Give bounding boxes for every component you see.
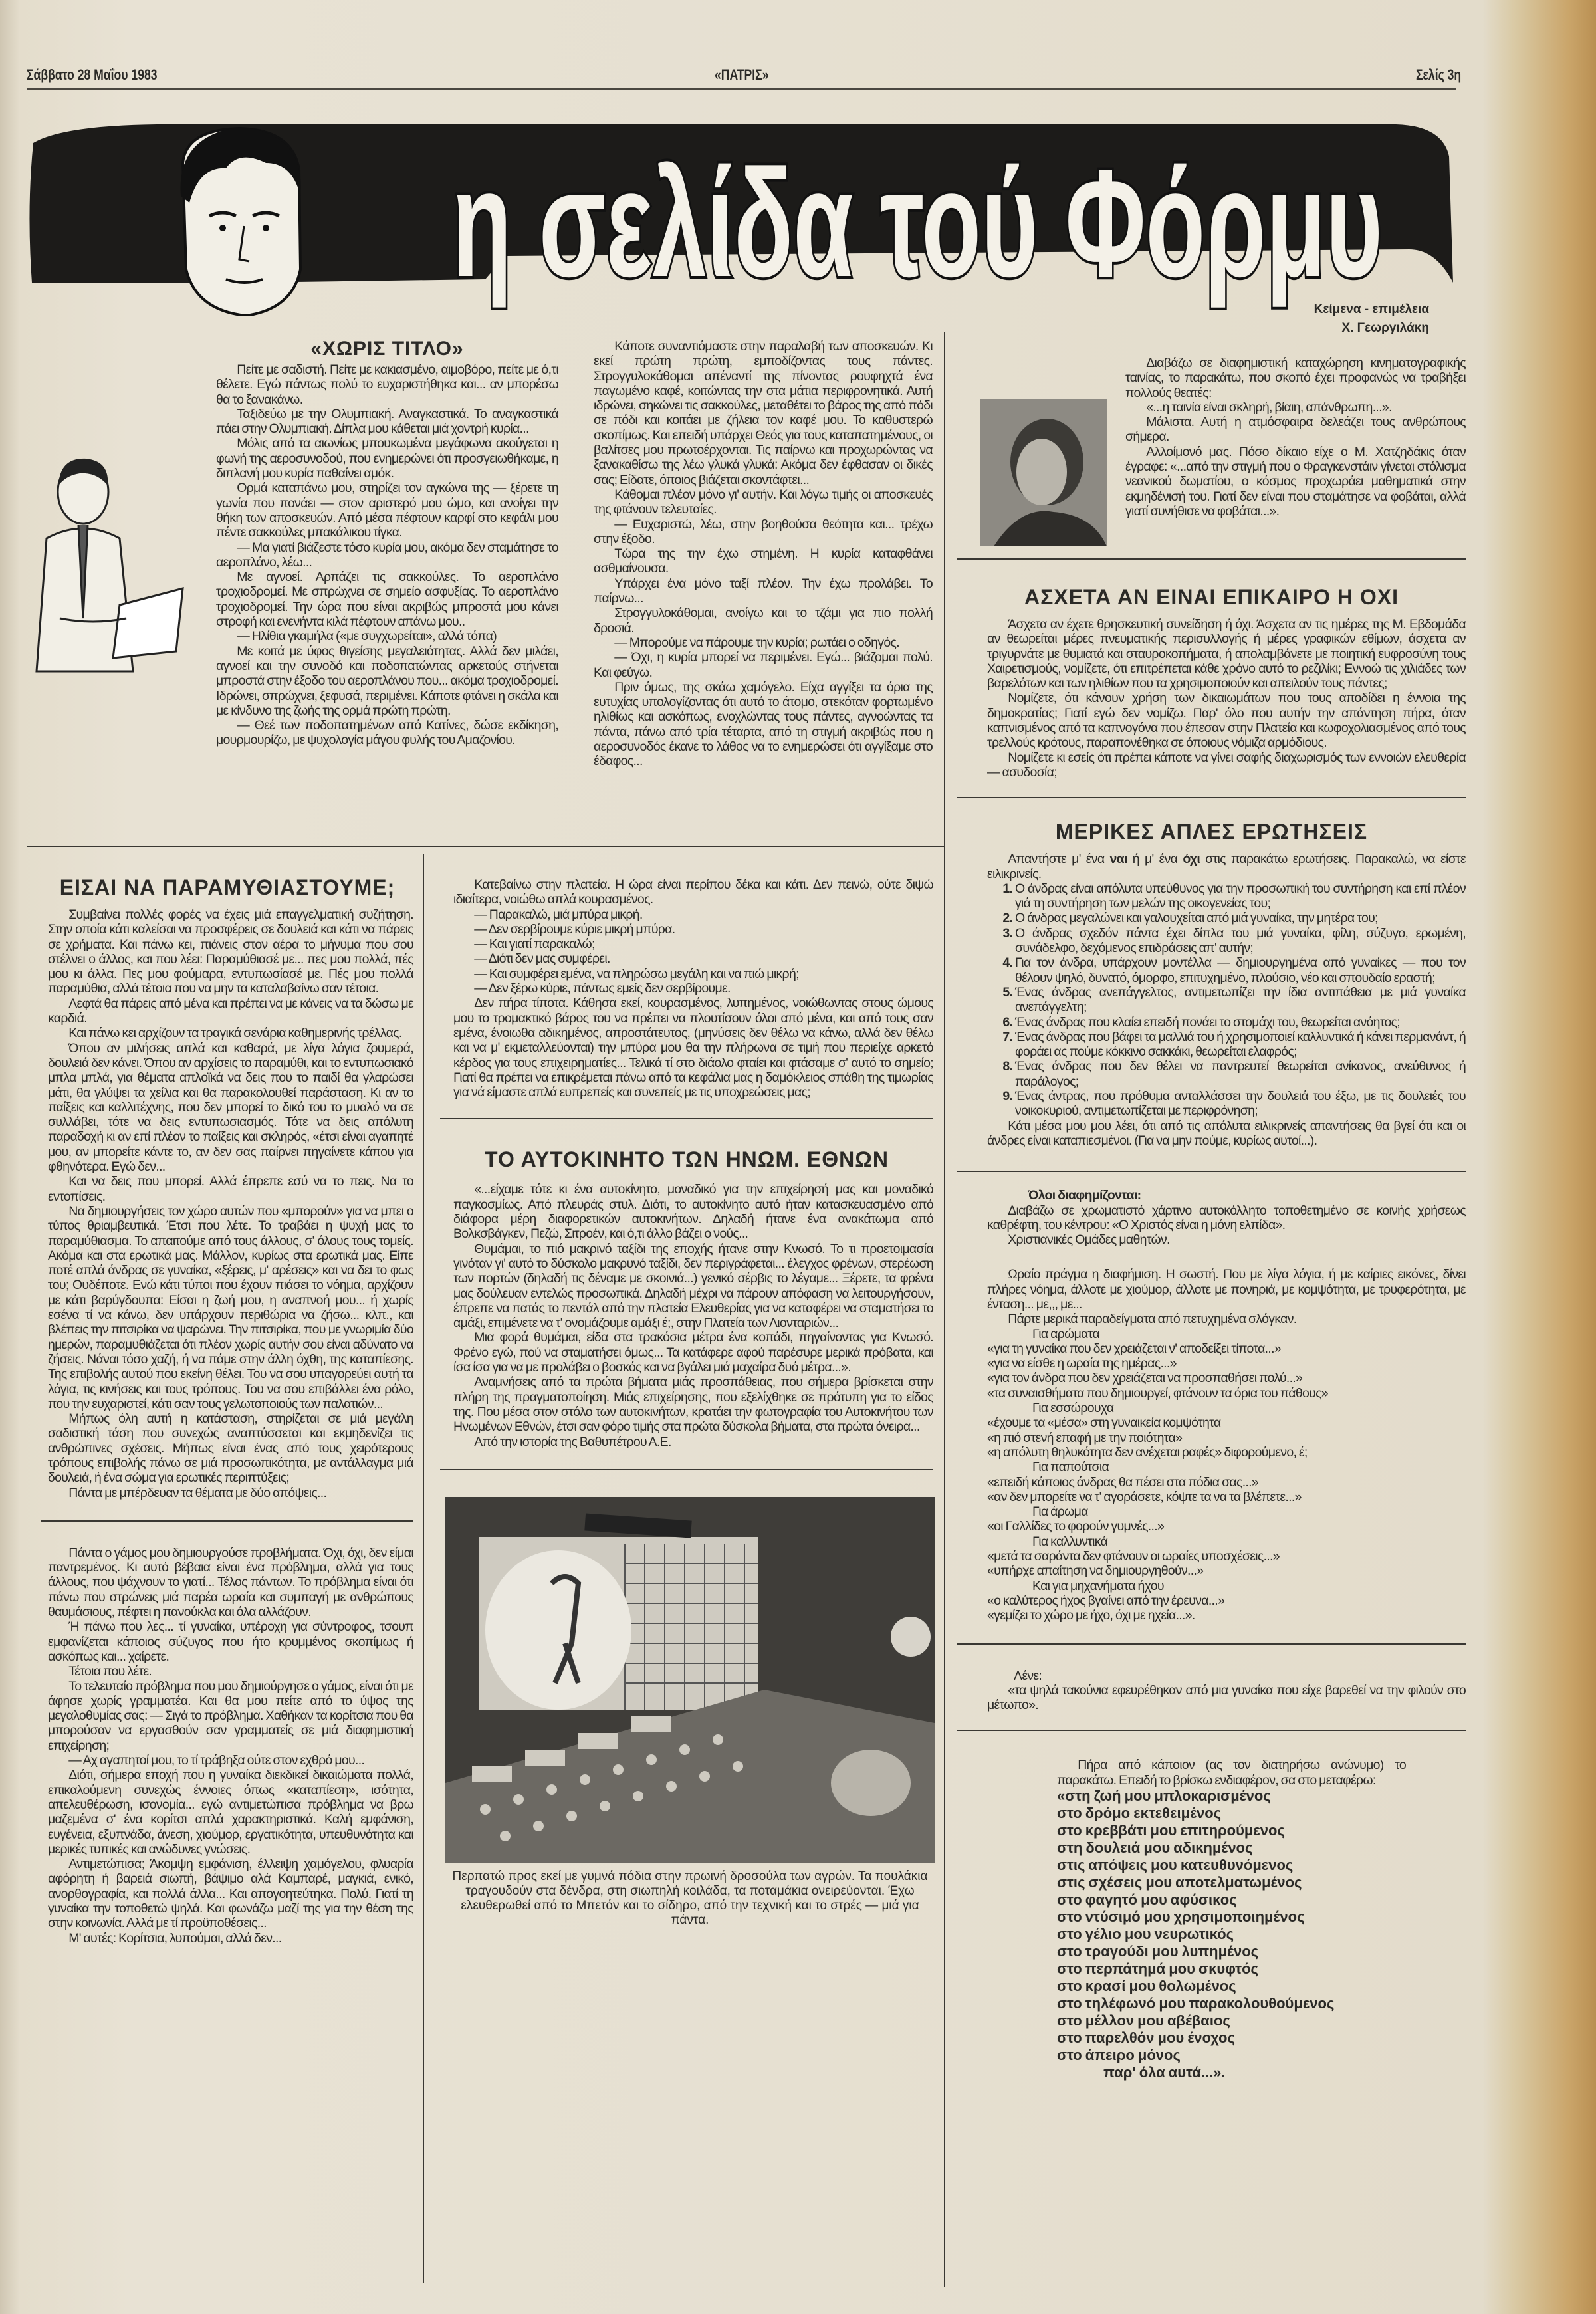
slogan-line: «η πιό στενή επαφή με την ποιότητα»: [987, 1430, 1183, 1445]
photo-caption: Περπατώ προς εκεί με γυμνά πόδια στην πρωινή δροσούλα των αγρών. Τα πουλάκια τραγουδούν στα δένδρα, στη σιωπηλή κοιλάδα, τα ποταμάκια ονειρεύονται. Έχω ελευθερωθεί από το Μπετόν και το σίδηρο, από την τεχνική και το στρές — μιά για πάντα.: [452, 1869, 928, 1927]
paragraph: Και πάνω κει αρχίζουν τα τραγικά σενάρια καθημερινής τρέλλας.: [68, 1026, 402, 1041]
intro-yes: ναι: [1109, 852, 1127, 867]
section-divider: [957, 1171, 1466, 1172]
poem-line: στη δουλειά μου αδικημένος: [1057, 1839, 1253, 1856]
paragraph: «...είχαμε τότε κι ένα αυτοκίνητο, μοναδικό για την επιχείρησή μας και μοναδικό παγκοσμίως. Από πλευράς στυλ. Διότι, το αυτοκίνητο αυτό ήταν κατασκευασμένο από διάφορα μέρη διαφορετικών αυτοκινήτων. Δηλαδή ήτανε ένα ανακάτωμα από Βολκσβάγκεν, Πεζώ, Σιτροέν, και ό,τι άλλο βάζει ο νούς...: [453, 1182, 933, 1242]
paragraph: — Όχι, η κυρία μπορεί να περιμένει. Εγώ... βιάζομαι πολύ. Και φεύγω.: [594, 650, 933, 680]
poem-line: στο μέλλον μου αβέβαιος: [1057, 2012, 1230, 2029]
poem-line: στο άπειρο μόνος: [1057, 2047, 1181, 2063]
paragraph: Μια φορά θυμάμαι, είδα στα τρακόσια μέτρα ένα κοπάδι, πηγαίνοντας για Κνωσό. Φρένο εγώ, πού να σταματήσει όμως... Τα κατάφερε αφού παρέσυρε μερικά πρόβατα, και ίσα ίσα για να με προλάβει ο βοσκός και να βγάλει μιά μαχαίρα δυό μέτρα...».: [453, 1330, 933, 1375]
paragraph: Ή πάνω που λες... τί γυναίκα, υπέροχη για σύντροφος, τσουπ εμφανίζεται κάποιος σύζυγος που ήτο κρυμμένος σκοπίμως ή ασκόπως και... χαίρετε.: [48, 1619, 413, 1664]
section-divider: [440, 1469, 933, 1470]
article-ads: [987, 1188, 1466, 1623]
paragraph: Αλλοίμονό μας. Πόσο δίκαιο είχε ο Μ. Χατζηδάκις όταν έγραφε: «...από την στιγμή που ο Φραγκενστάιν γίνεται στόλισμα νεανικού δωματίου, ο κόσμος προχωράει μαθηματικά στην εκμηδένισή του. Γιατί δεν είναι που σταμάτησε να φοβάται, αλλά γιατί συνήθισε να φοβάται...».: [1125, 444, 1466, 519]
portrait-photo: [980, 399, 1107, 546]
article-irrelevant-body: [987, 617, 1466, 780]
paragraph: Κάποτε συναντιόμαστε στην παραλαβή των αποσκευών. Κι εκεί πρώτη πρώτη, εμποδίζοντας τους πάντες. Στρογγυλοκάθομαι απέναντί της πίνοντας ρουφηχτά ένα παγωμένο καφέ, κοιτώντας την στα μάτια περιφρονητικά. Αυτή ιδρώνει, σηκώνει τις σακκούλες, μεταθέτει το βάρος της από πόδι σε πόδι και κοιτάει με ζήλεια τον καφέ μου. Το καθυστερώ σκοπίμως. Και επειδή υπάρχει Θεός για τους καταπατημένους, οι βαλίτσες μου πρωτοέρχονται. Τις παίρνω και προχωρώντας να ξανακαθίσω της λέω γλυκά γλυκά: Ακόμα δεν έφθασαν οι δικές σας; Είδατε, όποιος βιάζεται σκοντάφτει...: [594, 339, 933, 487]
paragraph: Τέτοια που λέτε.: [68, 1664, 152, 1679]
studio-photo: [445, 1497, 935, 1863]
paragraph: — Μα γιατί βιάζεστε τόσο κυρία μου, ακόμα δεν σταμάτησε το αεροπλάνο, λέω...: [216, 540, 558, 570]
they-say-label: Λένε:: [1014, 1668, 1042, 1683]
paragraph: Τώρα της την έχω στημένη. Η κυρία καταφθάνει ασθμαίνουσα.: [594, 546, 933, 576]
question-item: 1. Ο άνδρας είναι απόλυτα υπεύθυνος για την προσωπική του συντήρηση και επί πλέον γιά τη συντήρηση των μελών της οικογενείας του;: [1015, 881, 1466, 911]
ads-paragraph: Ωραίο πράγμα η διαφήμιση. Η σωστή. Που με λίγα λόγια, ή με καίριες εικόνες, δίνει πλήρες νόημα, άλλοτε με χιούμορ, άλλοτε με πονηριά, με κομψότητα, με τρυφερότητα, με ένταση... με,,, με...: [987, 1267, 1466, 1312]
slogan-line: «επειδή κάποιος άνδρας θα πέσει στα πόδια σας...»: [987, 1474, 1258, 1490]
paragraph: Ταξιδεύω με την Ολυμπιακή. Αναγκαστικά. Το αναγκαστικά πάει στην Ολυμπιακή. Δίπλα μου κάθεται μιά χοντρή κυρία...: [216, 406, 558, 437]
poem-line: στο δρόμο εκτεθειμένος: [1057, 1805, 1222, 1821]
paragraph: Νομίζετε κι εσείς ότι πρέπει κάποτε να γίνει σαφής διαχωρισμός των εννοιών ελευθερία — ασυδοσία;: [987, 750, 1466, 780]
article-questions-headline: ΜΕΡΙΚΕΣ ΑΠΛΕΣ ΕΡΩΤΗΣΕΙΣ: [1055, 820, 1368, 844]
section-divider: [440, 1118, 933, 1119]
paragraph: — Αχ αγαπητοί μου, το τί τράβηξα ούτε στον εχθρό μου...: [68, 1753, 365, 1768]
paragraph: Αναμνήσεις από τα πρώτα βήματα μιάς προσπάθειας, που σήμερα βρίσκεται στην πλήρη της πραγματοποίηση. Μιάς επιχείρησης, που εξελίχθηκε σε πρότυπη για το είδος της. Που μέσα στον στόλο των αυτοκινήτων, κρατάει την φωτογραφία του Αυτοκινήτου των Ηνωμένων Εθνών, έτσι σαν φόρο τιμής στα πρώτα δύσκολα βήματα, στα πρώτα όνειρα...: [453, 1375, 933, 1435]
article-questions-body: [987, 852, 1466, 1148]
paragraph: Συμβαίνει πολλές φορές να έχεις μιά επαγγελματική συζήτηση. Στην οποία κάτι καλείσαι να προσφέρεις σε δουλειά και κάτι να πάρεις σε χρήματα. Και πάνω κει, πιάνεις στον αέρα το μήνυμα που σου στέλνει ο άλλος, και που λέει: Παραμύθιασέ με... πες μου πολλά, πές μου κι άλλα. Πες μου φούμαρα, εντυπωσίασέ με. Πές μου πολλά παραμύθια, αλλά τέτοια που να μην τα καταλαβαίνω σαν τέτοια.: [48, 907, 413, 996]
article-poem: [1057, 1758, 1406, 2081]
section-divider: [41, 1520, 413, 1522]
paragraph: Αντιμετώπισα; Άκομψη εμφάνιση, έλλειψη χαμόγελου, φλυαρία αφόρητη ή βαρειά σιωπή, βάψιμο αλά Καμπαρέ, μαγκιά, ενικό, ανορθογραφία, και πολλά άλλα... Και απογοητεύτηκα. Πολύ. Γιατί τη γυναίκα την τοποθετώ ψηλά. Και φωνάζω μαζί της για την θέση της στην κοινωνία. Αλλά με τί προϋποθέσεις...: [48, 1857, 413, 1931]
slogan-line: «η απόλυτη θηλυκότητα δεν ανέχεται ραφές» διφορούμενο, έ;: [987, 1445, 1308, 1460]
article-no-title-headline: «ΧΩΡΙΣ ΤΙΤΛΟ»: [310, 338, 464, 360]
poem-line: στο φαγητό μου αφύσικος: [1057, 1891, 1237, 1908]
slogan-line: «για τον άνδρα που δεν χρειάζεται να προσπαθήσει πολύ...»: [987, 1371, 1303, 1386]
slogan-line: «αν δεν μπορείτε να τ' αγοράσετε, κόψτε τα να τα βλέπετε...»: [987, 1489, 1302, 1504]
question-item: 6. Ένας άνδρας που κλαίει επειδή πονάει το στομάχι του, θεωρείται ανόητος;: [1015, 1015, 1466, 1030]
questions-intro: [987, 852, 1466, 881]
mixing-console-image: [445, 1497, 935, 1863]
ads-heading: Όλοι διαφημίζονται:: [1028, 1188, 1141, 1203]
section-divider: [957, 1643, 1466, 1645]
question-item: 4. Για τον άνδρα, υπάρχουν μοντέλλα — δημιουργημένα από γυναίκες — που τον θέλουν ψηλό, δυνατό, όμορφο, επιτυχημένο, πλούσιο, νέο και σπουδαίο εραστή;: [1015, 955, 1466, 985]
slogan-line: «μετά τα σαράντα δεν φτάνουν οι ωραίες υποσχέσεις...»: [987, 1549, 1280, 1564]
poem-line: στο παρελθόν μου ένοχος: [1057, 2029, 1235, 2046]
paragraph: Να δημιουργήσεις τον χώρο αυτών που «μπορούν» για να μπει ο τύπος θριαμβευτικά. Έτσι που λέτε. Το τραβάει η ψυχή μας το παραμύθιασμα. Το απαιτούμε από τους άλλους, σ' όλους τους τομείς. Ακόμα και στα ερωτικά μας. Μάλλον, κυρίως στα ερωτικά μας. Είπε ποτέ απλά άνδρας σε γυναίκα, «ξέρεις, μ' αρέσεις» και να δει το φως του; Ουδέποτε. Ενώ κάτι τύποι που έχουν πιάσει το νόημα, αρχίζουν με κάτι βαρύγδουπα: Είσαι η ζωή μου, η αναπνοή μου... ή χωρίς εσένα τί να κάνω, δεν υπάρχουν περιθώρια να ζήσω... κλπ., και βλέπεις την πιτσιρίκα να ψαρώνει. Την πιτσιρίκα, που με γνωριμία δύο ημερών, παραμυθιάζεται ότι πλέον χωρίς αυτήν σου είναι αδύνατο να ζήσεις. Νάναι τόσο χαζή, ή να πάμε στην άλλη όχθη, της καταπίεσης. Της επιβολής αυτού που εκείνη θέλει. Του να σου υπαγορεύει αυτή τα λόγια, τις κινήσεις και τους τρόπους. Του να σου επιβάλλει ένα ρόλο, που την ευχαριστεί, κάτι σαν τους γελωτοποιούς των παλατιών...: [48, 1203, 413, 1411]
section-divider: [957, 558, 1466, 560]
question-item: 3. Ο άνδρας σχεδόν πάντα έχει δίπλα του μιά γυναίκα, φίλη, σύζυγο, ερωμένη, συνάδελφο, δεχόμενος επιδράσεις απ' αυτήν;: [1015, 926, 1466, 956]
paragraph: Άσχετα αν έχετε θρησκευτική συνείδηση ή όχι. Άσχετα αν τις ημέρες της Μ. Εβδομάδα αν θεωρείται μέρες πνευματικής περισυλλογής ή μέρες γραφικών εθίμων, άσχετα αν τριγυρνάτε με θυμιατά και σταυροκοπήματα, ή απολαμβάνετε με ποιητική ευφροσύνη τους Χαιρετισμούς, νομίζετε, ότι επιτρέπεται κάθε χρόνο αυτό το ρεζιλίκι; Εννοώ τις χιλιάδες των βαρελότων και των ηλιθίων που τα χρησιμοποιούν και απειλούν τους πάντες;: [987, 617, 1466, 691]
article-irrelevant-headline: ΑΣΧΕΤΑ ΑΝ ΕΙΝΑΙ ΕΠΙΚΑΙΡΟ Η ΟΧΙ: [1024, 585, 1399, 609]
poem-line: στο κρεββάτι μου επιτηρούμενος: [1057, 1822, 1285, 1839]
paragraph: Θυμάμαι, το πιό μακρινό ταξίδι της εποχής ήτανε στην Κνωσό. Το τι προετοιμασία γινόταν γι' αυτό το δύσκολο μακρυνό ταξίδι, δεν περιγράφεται... έλεγχος φρένων, στερέωση των πορτών (δηλαδή τις δέναμε με σκοινιά...) γενικό σέρβις το λέγαμε... Ξέρετε, τα φρένα μας δούλευαν εντελώς προσωπικά. Δηλαδή μέχρι να πάρουν απόφαση να λειτουργήσουν, έπρεπε να πατάς το πεντάλ από την πλατεία Ελευθερίας για να καταφέρει να σταματήσει το αμάξι, επιμένετε να τ' ονομάζουμε αμάξι έ;, στην Πλατεία των Λιονταριών...: [453, 1241, 933, 1331]
paragraph: — Ευχαριστώ, λέω, στην βοηθούσα θεότητα και... τρέχω στην έξοδο.: [594, 517, 933, 546]
right-section: [957, 356, 1466, 2081]
section-divider: [957, 797, 1466, 798]
article-film: [1125, 356, 1466, 519]
ads-paragraph: Πάρτε μερικά παραδείγματα από πετυχημένα σλόγκαν.: [1008, 1312, 1297, 1327]
paragraph: Κατεβαίνω στην πλατεία. Η ώρα είναι περίπου δέκα και κάτι. Δεν πεινώ, ούτε διψώ ιδιαίτερα, νοιώθω απλά κουρασμένος.: [453, 877, 933, 907]
poem-line: στο κρασί μου θολωμένος: [1057, 1978, 1236, 1994]
paragraph: Μόλις από τα αιωνίως μπουκωμένα μεγάφωνα ακούγεται η φωνή της αεροσυνοδού, που ενημερώνει ότι προσγειωθήκαμε, η διπλανή μου κυρία παθαίνει αμόκ.: [216, 436, 558, 481]
byline: [1303, 300, 1429, 338]
question-item: 2. Ο άνδρας μεγαλώνει και γαλουχείται από μιά γυναίκα, την μητέρα του;: [1015, 911, 1466, 925]
question-item: 5. Ένας άνδρας ανεπάγγελτος, αντιμετωπίζει την ίδια αντιπάθεια με μιά γυναίκα ανεπάγγελτη;: [1015, 985, 1466, 1015]
slogan-category: Για εσσώρουχα: [1032, 1401, 1114, 1416]
question-item: 7. Ένας άνδρας που βάφει τα μαλλιά του ή χρησιμοποιεί καλλυντικά ή κάνει περμανάντ, ή φοράει ας πούμε κόκκινο σακκάκι, θεωρείται ελαφρός;: [1015, 1030, 1466, 1060]
article-fairytale-body: [48, 907, 413, 1500]
poem-line: στις απόψεις μου κατευθυνόμενος: [1057, 1857, 1294, 1873]
slogan-line: «για τη γυναίκα που δεν χρειάζεται ν' αποδείξει τίποτα...»: [987, 1341, 1281, 1356]
left-lower-section: [41, 874, 413, 1946]
poem-line: «στη ζωή μου μπλοκαρισμένος: [1057, 1788, 1271, 1804]
slogan-category: Για παπούτσια: [1032, 1460, 1109, 1475]
page-banner: [27, 116, 1462, 316]
paragraph: Νομίζετε, ότι κάνουν χρήση των δικαιωμάτων που τους αποδίδει η έννοια της δημοκρατίας; Γιατί εγώ δεν νομίζω. Παρ' όλο που αυτήν την απάντηση πήρα, όταν καπνισμένος από τα καπνογόνα που έπεσαν στην Πλατεία και κωφοχολιασμένος από τους τρελλούς κρότους, παραπονέθηκα σε όποιους νόμιζα αρμόδιους.: [987, 691, 1466, 751]
questions-outro: Κάτι μέσα μου μου λέει, ότι από τις απόλυτα ειλικρινείς απαντήσεις θα βγεί ότι και οι άνδρες είναι καταπιεσμένοι. (Για να μην πούμε, κυρίως αυτοί...).: [987, 1118, 1466, 1148]
issue-date: Σάββατο 28 Μαΐου 1983: [27, 66, 158, 83]
they-say-quote: «τα ψηλά τακούνια εφευρέθηκαν από μια γυναίκα που είχε βαρεθεί να την φιλούν στο μέτωπο».: [987, 1682, 1466, 1713]
banner-title: η σελίδα τού Φόρμυ: [452, 138, 1383, 308]
paragraph: Δεν πήρα τίποτα. Κάθησα εκεί, κουρασμένος, λυπημένος, νοιώθωντας στους ώμους μου το τρομακτικό βάρος του να πρέπει να πλουτίσουν όλοι από μένα, και από τους σαν εμένα, ένοιωθα αδικημένος, απροστάτευτος, (μηνύσεις δεν θέλω να κάνω, αλλά δεν θέλω και να μ' εκμεταλλεύονται) την μπύρα μου θα την πλήρωνα σε τιμή που περιείχε αρκετό κέρδος για τους επιχειρηματίες... Τελικά τί στο διάολο φταίει και φτάσαμε σ' αυτό το σημείο; Γιατί θα πρέπει να επικρέμεται πάνω από τα κεφάλια μας η δαμόκλειος σπάθη της τιμωρίας για νά είμαστε απλά ευπρεπείς και συνεπείς με τις υποχρεώσεις μας;: [453, 996, 933, 1100]
writer-illustration-icon: [20, 452, 193, 718]
paragraph: Κάθομαι πλέον μόνο γι' αυτήν. Και λόγω τιμής οι αποσκευές της φτάνουν τελευταίες.: [594, 487, 933, 517]
slogan-category: Για άρωμα: [1032, 1504, 1088, 1520]
slogan-category: Για καλλυντικά: [1032, 1534, 1108, 1549]
poem-line: στο τηλέφωνό μου παρακολουθούμενος: [1057, 1995, 1335, 2012]
poem-closing: παρ' όλα αυτά...».: [1103, 2064, 1226, 2081]
question-item: 8. Ένας άνδρας που δεν θέλει να παντρευτεί θεωρείται ανίκανος, ανεύθυνος ή παράλογος;: [1015, 1059, 1466, 1089]
slogan-line: «για να είσθε η ωραία της ημέρας...»: [987, 1356, 1177, 1371]
poem-lines: [1057, 1788, 1406, 2064]
paragraph: Διαβάζω σε διαφημιστική καταχώρηση κινηματογραφικής ταινίας, το παρακάτω, που σκοπό έχει προφανώς να τραβήξει πολλούς θεατές:: [1125, 356, 1466, 400]
questions-list: [987, 881, 1466, 1119]
article-beer: [453, 877, 933, 1099]
masthead-rule: [27, 88, 1456, 90]
paragraph: — Και γιατί παρακαλώ;: [474, 937, 595, 952]
paragraph: Υπάρχει ένα μόνο ταξί πλέον. Την έχω προλάβει. Το παίρνω...: [594, 576, 933, 606]
paragraph: Πάντα ο γάμος μου δημιουργούσε προβλήματα. Όχι, όχι, δεν είμαι παντρεμένος. Κι αυτό βέβαια είναι ένα πρόβλημα, αλλά για τους άλλους, που ψάχνουν το γιατί... Τέλος πάντων. Το πρόβλημα είναι ότι πάνω που στρώνεις μιά παρέα ωραία και συμπαγή με ανθρώπους θαυμάσιους, πέφτει η πανούκλα και όλα αλλάζουν.: [48, 1545, 413, 1620]
paragraph: — Μπορούμε να πάρουμε την κυρία; ρωτάει ο οδηγός.: [614, 635, 899, 650]
article-marriage: [48, 1546, 413, 1946]
poem-line: στο τραγούδι μου λυπημένος: [1057, 1943, 1259, 1960]
paragraph: Και να δεις που μπορεί. Αλλά έπρεπε εσύ να το πεις. Να το εντοπίσεις.: [48, 1174, 413, 1204]
paragraph: Με κοιτά με ύφος θιγείσης μεγαλειότητας. Αλλά δεν μιλάει, αγνοεί και την συνοδό και ποδοπατώντας αρκετούς στήνεται μπροστά στην έξοδο του αεροπλάνου που... ακόμα τροχιοδρομεί. Ιδρώνει, σπρώχνει, ξεφυσά, περιμένει. Κάποτε φτάνει η σκάλα και με κίνδυνο της ζωής της ορμά πρώτη πρώτη.: [216, 643, 558, 718]
article-un-car-body: [453, 1182, 933, 1448]
column-divider: [423, 854, 424, 2283]
paragraph: Το τελευταίο πρόβλημα που μου δημιούργησε ο γάμος, είναι ότι με άφησε χωρίς γραμματέα. Και θα μου πείτε από το ύψος της μεγαλοθυμίας σας: — Σιγά το πρόβλημα. Χαθήκαν τα κορίτσια που θα μπορούσαν να εργασθούν σαν γραμματείς σε μιά διαφημιστική επιχείρηση;: [48, 1678, 413, 1753]
intro-no: όχι: [1183, 852, 1200, 867]
slogan-line: «οι Γαλλίδες το φορούν γυμνές...»: [987, 1519, 1165, 1534]
article-no-title-region: [216, 336, 558, 748]
intro-text: Απαντήστε μ' ένα: [1008, 852, 1110, 867]
byline-role: Κείμενα - επιμέλεια: [1313, 302, 1429, 316]
intro-text: στις παρακάτω ερωτήσεις. Παρακαλώ, να είστε ειλικρινείς.: [987, 852, 1466, 881]
paragraph: Μήπως όλη αυτή η κατάσταση, στηρίζεται σε μιά μεγάλη σαδιστική τάση που συνεχώς αναπτύσσεται και εκμηδενίζει τις ανθρώπινες σχέσεις. Μήπως είναι ένας από τους χειρότερους τρόπους επιβολής πάνω σε μιά προσωπικότητα, με αντάλλαγμα μιά δουλειά, ή ένα σώμα για ερωτικές περιπτύξεις;: [48, 1411, 413, 1486]
paragraph: Λεφτά θα πάρεις από μένα και πρέπει να με κάνεις να τα δώσω με καρδιά.: [48, 996, 413, 1026]
slogan-line: «γεμίζει το χώρο με ήχο, όχι με ηχεία...».: [987, 1608, 1195, 1623]
article-no-title-col2: [594, 339, 933, 769]
paragraph: — Ηλίθια γκαμήλα («με συγχωρείται», αλλά τόπα): [237, 629, 497, 644]
face-illustration-icon: [181, 127, 301, 316]
paragraph: Πάντα με μπέρδευαν τα θέματα με δύο απόψεις...: [68, 1485, 327, 1500]
paragraph: Ορμά καταπάνω μου, στηρίζει τον αγκώνα της — ξέρετε τη γωνία που πονάει — στον αριστερό μου ώμο, και ανοίγει την θήκη των αποσκευών. Από μέσα πέφτουν καρφί στο κεφάλι μου πέντε σακκούλες μπακάλικου τίγκα.: [216, 481, 558, 540]
paragraph: Πριν όμως, της σκάω χαμόγελο. Είχα αγγίξει τα όρια της ευτυχίας υπολογίζοντας ότι αυτό το άτομο, στεκόταν φορτωμένο ηλιθίως και ασκόπως, ενοχλώντας τους πάντες, αγνοώντας τα πάντα, πάνω από τρία τέταρτα, από τη στιγμή ακριβώς που η αεροσυνοδός έκανε το λάθος να το ενημερώσει ότι αγγίξαμε στο έδαφος...: [594, 679, 933, 769]
question-item: 9. Ένας άντρας, που πρόθυμα ανταλλάσσει την δουλειά του έξω, με τις δουλειές του νοικοκυριού, αντιμετωπίζεται με περιφρόνηση;: [1015, 1089, 1466, 1119]
paragraph: Στρογγυλοκάθομαι, ανοίγω και το τζάμι για πιο πολλή δροσιά.: [594, 606, 933, 636]
newspaper-name: «ΠΑΤΡΙΣ»: [715, 66, 769, 83]
paragraph: — Δεν σερβίρουμε κύριε μικρή μπύρα.: [474, 921, 675, 937]
article-they-say: [987, 1669, 1466, 1713]
paragraph: Μάλιστα. Αυτή η ατμόσφαιρα δελεάζει τους ανθρώπους σήμερα.: [1125, 415, 1466, 445]
poem-line: στις σχέσεις μου αποτελματωμένος: [1057, 1874, 1302, 1891]
page-number: Σελίς 3η: [1416, 66, 1462, 83]
paragraph: — Θεέ των ποδοπατημένων από Κατίνες, δώσε εκδίκηση, μουρμουρίζω, με ψυχολογία μάγου φυλής του Αμαζονίου.: [216, 718, 558, 748]
poem-line: στο γέλιο μου νευρωτικός: [1057, 1926, 1234, 1942]
slogan-category: Και για μηχανήματα ήχου: [1032, 1578, 1164, 1593]
paragraph: Από την ιστορία της Βαθυπέτρου Α.Ε.: [474, 1434, 671, 1449]
slogan-list: [987, 1327, 1466, 1623]
slogan-line: «έχουμε τα «μέσα» στη γυναικεία κομψότητα: [987, 1415, 1221, 1431]
slogan-line: «υπήρχε απαίτηση να δημιουργηθούν...»: [987, 1563, 1204, 1579]
poem-line: στο περπάτημά μου σκυφτός: [1057, 1960, 1258, 1977]
slogan-line: «τα συναισθήματα που δημιουργεί, φτάνουν τα όρια του πάθους»: [987, 1385, 1328, 1401]
ads-paragraph: Διαβάζω σε χρωματιστό χάρτινο αυτοκόλλητο τοποθετημένο σε κοινής χρήσεως καθρέφτη, του κέντρου: «Ο Χριστός είναι η μόνη ελπίδα».: [987, 1203, 1466, 1232]
article-no-title-col1: [216, 362, 558, 748]
paragraph: Διότι, σήμερα εποχή που η γυναίκα διεκδικεί δικαιώματα πολλά, επικαλούμενη συνεχώς έννοιες όπως «καταπίεση», ισότητα, απελευθέρωση, ισονομία... εγώ αντιμετώπισα πρόβλημα να βρω μαζεμένα σ' ένα κορίτσι απλά χαρακτηριστικά. Καλή εμφάνιση, ευγένεια, εξυπνάδα, άνεση, χιούμορ, εργατικότητα, υπευθυνότητα και μερικές τυπικές και ανώδυνες γνώσεις.: [48, 1768, 413, 1857]
paragraph: — Παρακαλώ, μιά μπύρα μικρή.: [474, 907, 643, 922]
slogan-line: «ο καλύτερος ήχος βγαίνει από την έρευνα...»: [987, 1593, 1225, 1608]
ads-paragraph: Χριστιανικές Ομάδες μαθητών.: [1008, 1232, 1170, 1248]
slogan-category: Για αρώματα: [1032, 1326, 1100, 1341]
column-divider: [944, 332, 945, 2287]
paragraph: Με αγνοεί. Αρπάζει τις σακκούλες. Το αεροπλάνο τροχιοδρομεί. Με σπρώχνει σε σημείο ασφυξίας. Το αεροπλάνο τροχιοδρομεί. Την ώρα που είναι ακριβώς μπροστά μου κάνει στροφή και ενενήντα κιλά πέφτουν απάνω μου..: [216, 570, 558, 630]
paragraph: Μ' αυτές: Κορίτσια, λυπούμαι, αλλά δεν...: [68, 1930, 282, 1946]
intro-text: ή μ' ένα: [1127, 852, 1183, 867]
center-lower-section: [440, 877, 933, 1928]
section-divider: [27, 846, 944, 847]
paragraph: «...η ταινία είναι σκληρή, βίαιη, απάνθρωπη...».: [1146, 400, 1392, 415]
poem-line: στο ντύσιμό μου χρησιμοποιημένος: [1057, 1909, 1305, 1925]
paragraph: — Και συμφέρει εμένα, να πληρώσω μεγάλη και να πιώ μικρή;: [474, 966, 799, 981]
byline-author: Χ. Γεωργιλάκη: [1341, 321, 1429, 335]
paragraph: Πείτε με σαδιστή. Πείτε με κακιασμένο, αιμοβόρο, πείτε με ό,τι θέλετε. Εγώ πάντως πολύ το ευχαριστήθηκα και... αν μπορέσω θα το ξανακάνω.: [216, 362, 558, 407]
article-un-car-headline: ΤΟ ΑΥΤΟΚΙΝΗΤΟ ΤΩΝ ΗΝΩΜ. ΕΘΝΩΝ: [485, 1147, 889, 1172]
section-divider: [957, 1730, 1466, 1731]
paragraph: — Δεν ξέρω κύριε, πάντως εμείς δεν σερβίρουμε.: [474, 981, 731, 996]
poem-intro: Πήρα από κάποιον (ας τον διατηρήσω ανώνυμο) το παρακάτω. Επειδή το βρίσκω ενδιαφέρον, σα στο μεταφέρω:: [1057, 1758, 1406, 1788]
article-film-block: [957, 356, 1466, 546]
paragraph: Όπου αν μιλήσεις απλά και καθαρά, με λίγα λόγια ζουμερά, δουλειά δεν κάνει. Όπου αν αρχίσεις το παραμύθι, και το εντυπωσιακό μπλα μπλά, για θέματα απλοϊκά να δεις που το παιδί θα γλαρώσει μάτι, θα γλύψει τα χείλια και θα παρακολουθεί παράσταση. Κι αν το παίξεις και καλλιτέχνης, που δεν μπορεί το δικό του το μυαλό να σε συλλάβει, τότε να δεις εντυπωσιασμός. Τότε να δεις απόλυτη παραδοχή κι αν επί πλέον το παίξεις και σκληρός, «έτσι είναι αγαπητέ μου, αν μπορείτε κάντε το, αν δεν σας παίρνει πηγαίνετε κάπου για φθηνότερα. Εγώ δεν...: [48, 1040, 413, 1175]
article-fairytale-headline: ΕΙΣΑΙ ΝΑ ΠΑΡΑΜΥΘΙΑΣΤΟΥΜΕ;: [59, 875, 396, 899]
paragraph: — Διότι δεν μας συμφέρει.: [474, 951, 610, 967]
